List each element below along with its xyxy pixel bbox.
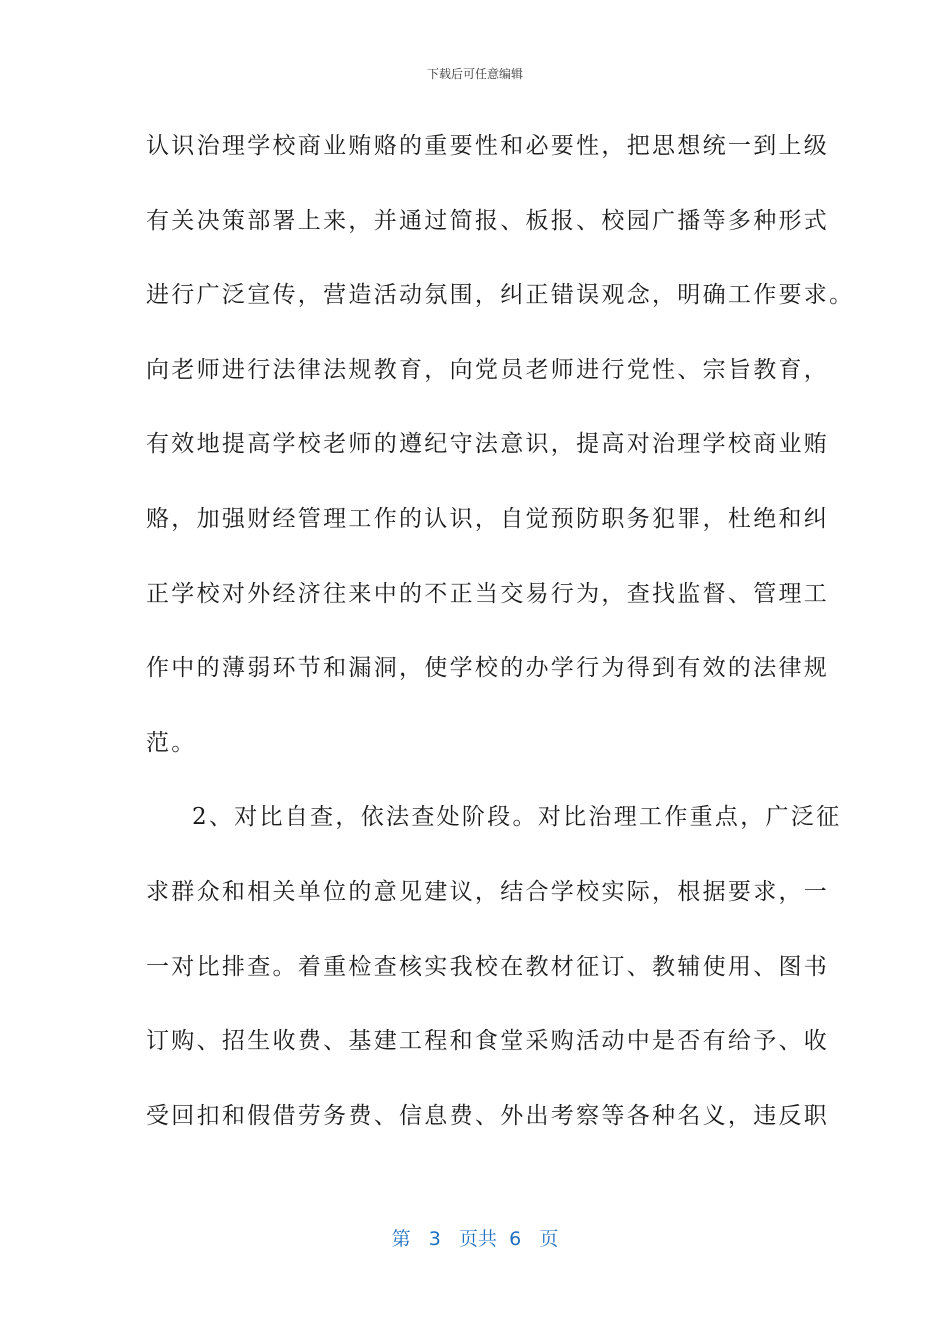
paragraph-line: 受回扣和假借劳务费、信息费、外出考察等各种名义，违反职 [146, 1102, 830, 1129]
paragraph-line: 2、对比自查，依法查处阶段。对比治理工作重点，广泛征 [192, 804, 842, 831]
paragraph-line: 有效地提高学校老师的遵纪守法意识，提高对治理学校商业贿 [146, 431, 830, 458]
paragraph-line: 一对比排查。着重检查核实我校在教材征订、教辅使用、图书 [146, 953, 830, 980]
page-number-footer [0, 1226, 950, 1252]
paragraph-line: 范。 [146, 729, 197, 756]
page-header: 下载后可任意编辑 [426, 67, 523, 81]
paragraph-line: 向老师进行法律法规教育，向党员老师进行党性、宗旨教育， [146, 356, 830, 383]
paragraph-line: 求群众和相关单位的意见建议，结合学校实际，根据要求，一 [146, 878, 830, 905]
paragraph-line: 有关决策部署上来，并通过简报、板报、校园广播等多种形式 [146, 207, 830, 234]
page-label-suffix: 页 [539, 1228, 559, 1250]
total-pages-number: 6 [509, 1228, 522, 1250]
paragraph-line: 赂，加强财经管理工作的认识，自觉预防职务犯罪，杜绝和纠 [146, 505, 830, 532]
document-body [146, 118, 855, 1162]
paragraph-line: 进行广泛宣传，营造活动氛围，纠正错误观念，明确工作要求。 [146, 282, 855, 309]
paragraph-line: 正学校对外经济往来中的不正当交易行为，查找监督、管理工 [146, 580, 830, 607]
paragraph-line: 订购、招生收费、基建工程和食堂采购活动中是否有给予、收 [146, 1028, 830, 1055]
paragraph-line: 认识治理学校商业贿赂的重要性和必要性，把思想统一到上级 [146, 133, 830, 159]
page-label-prefix: 第 [391, 1228, 411, 1250]
paragraph-line: 作中的薄弱环节和漏洞，使学校的办学行为得到有效的法律规 [146, 655, 830, 682]
current-page-number: 3 [428, 1228, 441, 1250]
page-label-mid: 页共 [459, 1228, 498, 1250]
